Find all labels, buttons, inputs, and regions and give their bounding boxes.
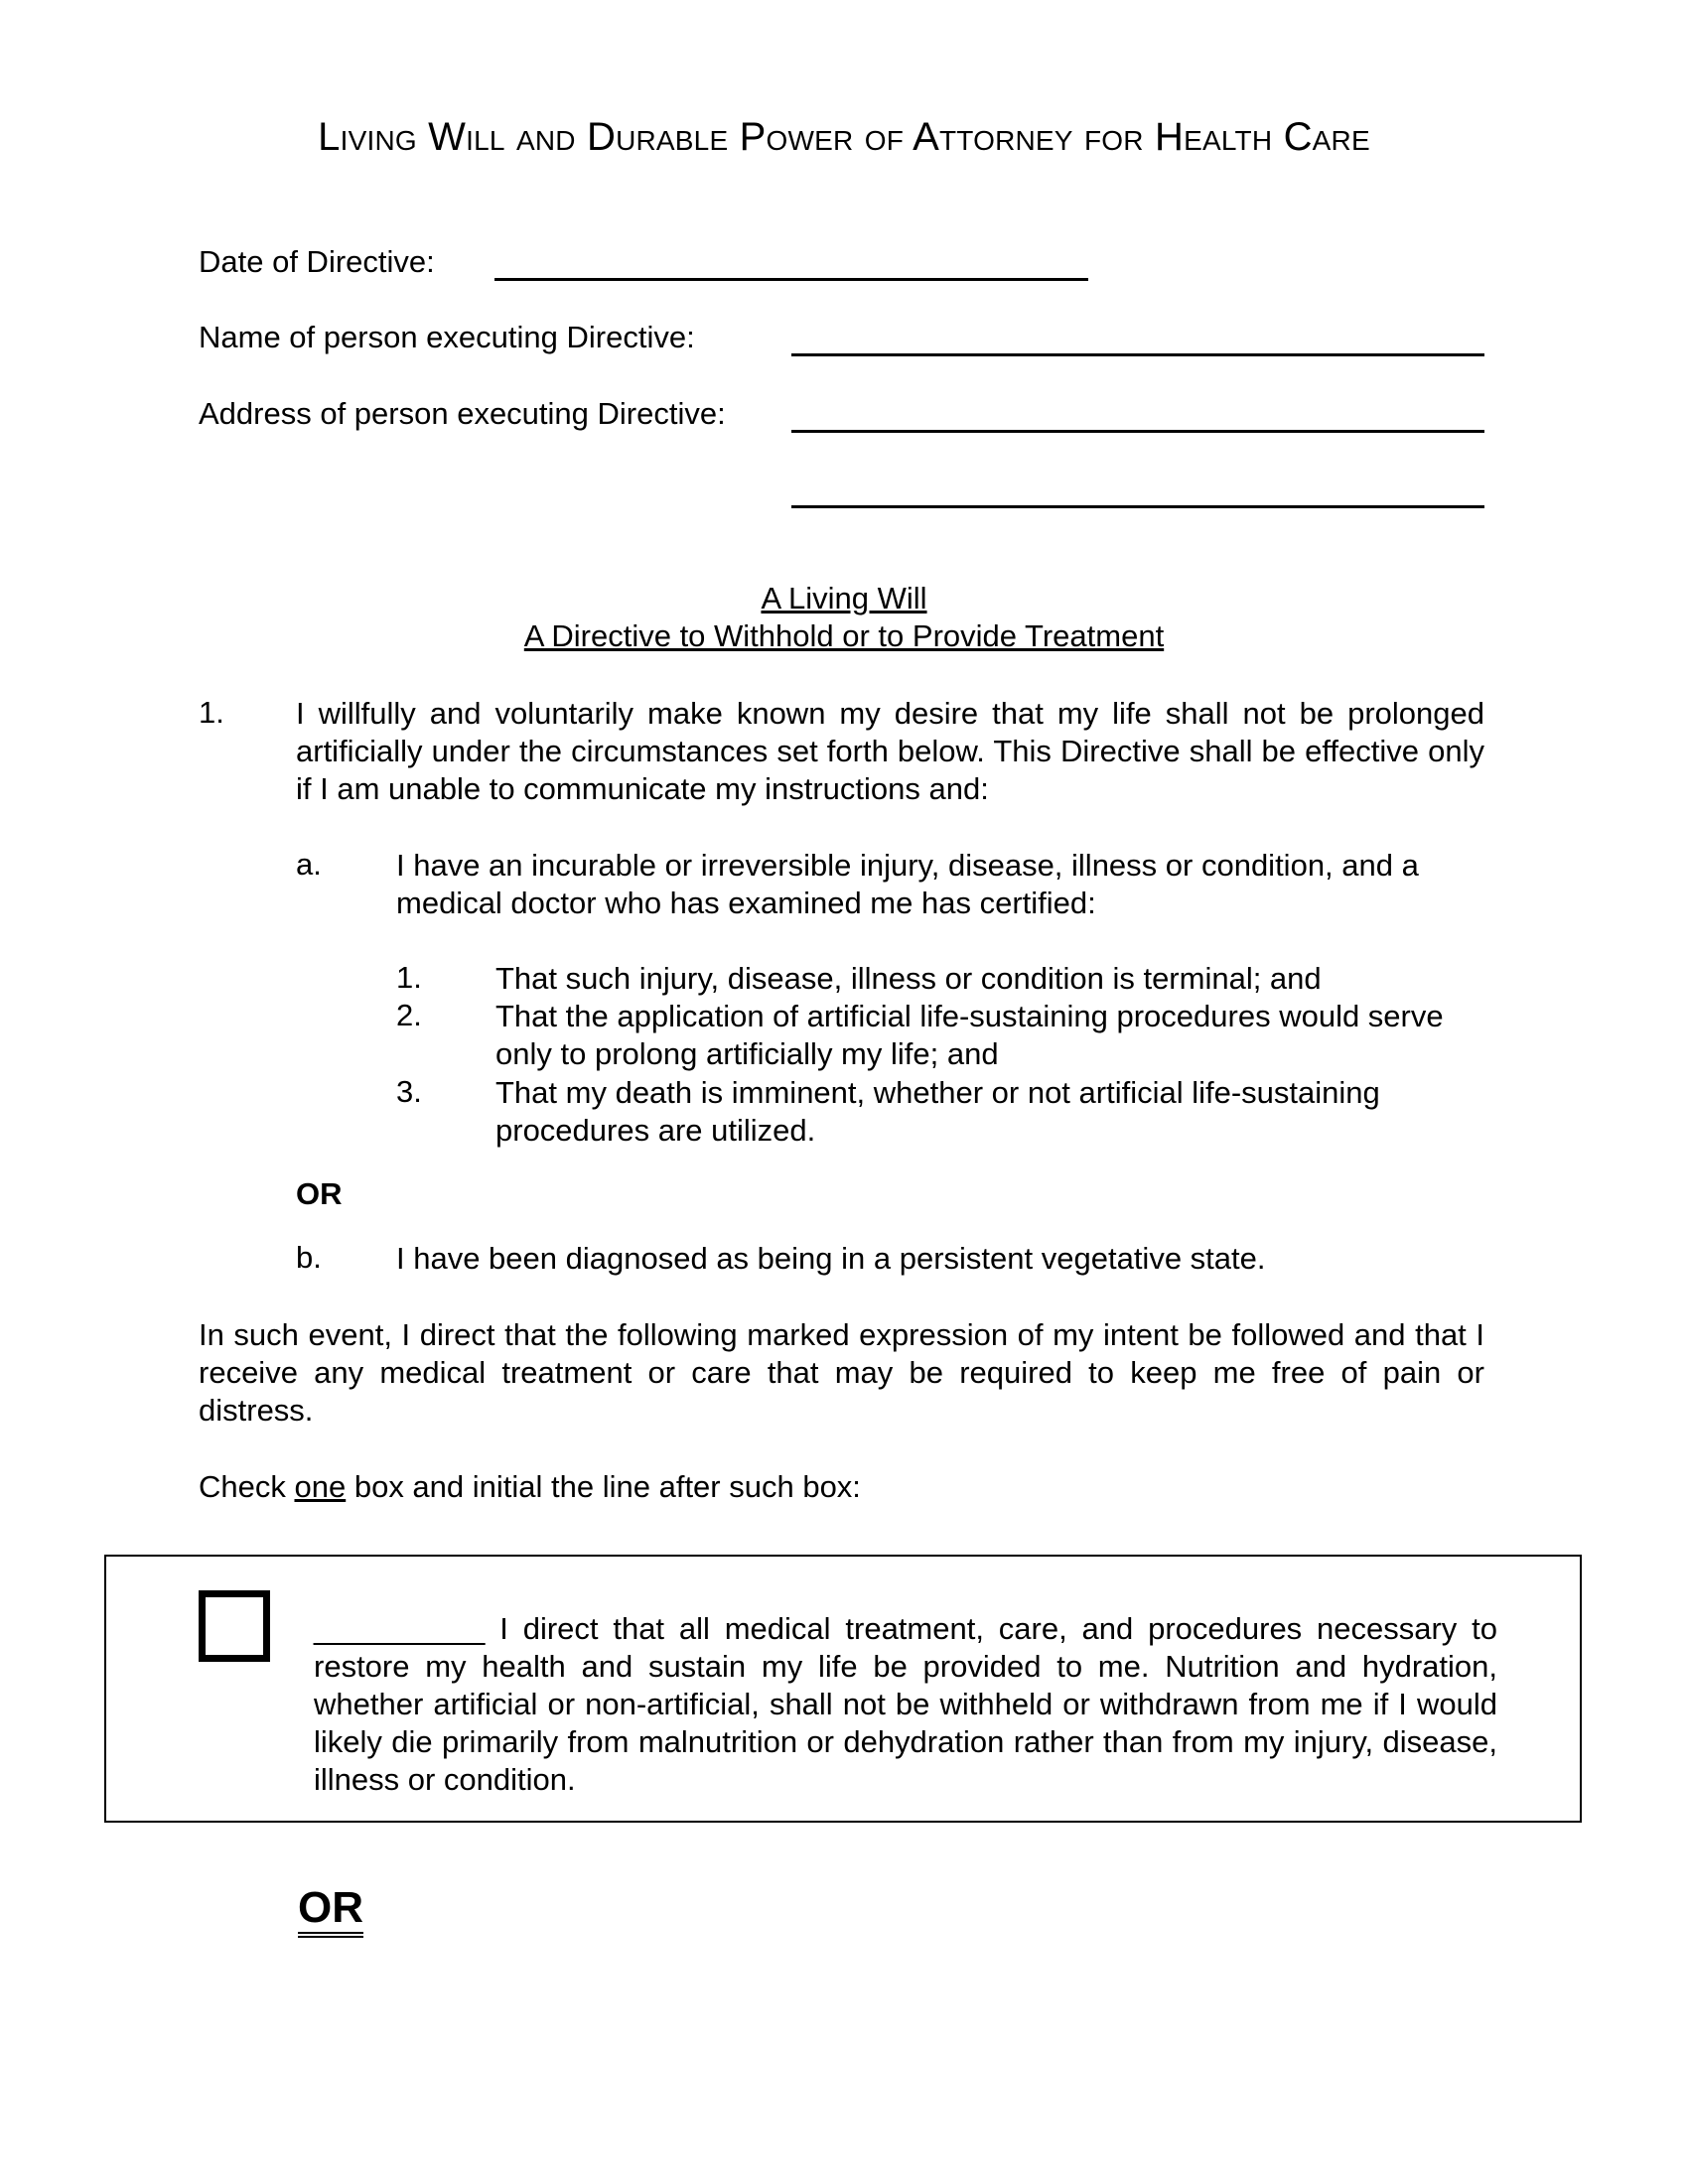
subitem-text: That such injury, disease, illness or condition is terminal; and [495,961,1322,996]
item-a-text: I have an incurable or irreversible injury, disease, illness or condition, and a medical doctor who has examined me has certified: [396,848,1419,920]
item-b-letter: b. [296,1240,322,1275]
name-field[interactable] [791,353,1484,356]
subitem-text: That my death is imminent, whether or not artificial life-sustaining procedures are utilized. [495,1075,1380,1148]
address-field-line-2[interactable] [791,505,1484,508]
option-1-initial-line[interactable]: __________ [314,1611,486,1646]
option-1-checkbox[interactable] [199,1590,270,1662]
section-heading: A Living Will [761,581,927,615]
para-number: 1. [199,695,224,730]
address-label: Address of person executing Directive: [199,396,726,431]
document-title: Living Will and Durable Power of Attorney for Health Care [318,115,1370,159]
date-field[interactable] [494,278,1088,281]
check-instruction-before: Check [199,1469,295,1504]
subitem-number: 3. [396,1074,422,1109]
name-label: Name of person executing Directive: [199,320,695,354]
section-subheading: A Directive to Withhold or to Provide Treatment [523,618,1165,653]
option-1-text [314,1610,1497,1799]
subitem-number: 2. [396,998,422,1032]
or-label: OR [296,1176,343,1211]
subitem-text: That the application of artificial life-sustaining procedures would serve only to prolong artificially my life; and [495,999,1444,1071]
date-label: Date of Directive: [199,244,435,279]
option-1-statement: I direct that all medical treatment, care, and procedures necessary to restore my health and sustain my life be provided to me. Nutrition and hydration, whether artificial or non-artificial, shall not be withheld or withdrawn from me if I would likely die primarily from malnutrition or dehydration rather than from my injury, disease, illness or condition. [314,1611,1497,1797]
check-instruction-emphasis: one [294,1469,347,1504]
item-b-text: I have been diagnosed as being in a persistent vegetative state. [396,1241,1266,1276]
check-instruction-after: box and initial the line after such box: [346,1469,861,1504]
address-field-line-1[interactable] [791,430,1484,433]
big-or-label: OR [298,1886,363,1938]
para-1-text: I willfully and voluntarily make known my desire that my life shall not be prolonged artificially under the circumstances set forth below. This Directive shall be effective only if I am unable to communicate my instructions and: [296,696,1484,806]
subitem-number: 1. [396,960,422,995]
item-a-letter: a. [296,847,322,882]
check-instruction [199,1468,861,1506]
event-paragraph: In such event, I direct that the following marked expression of my intent be followed and that I receive any medical treatment or care that may be required to keep me free of pain or distress. [199,1317,1484,1428]
